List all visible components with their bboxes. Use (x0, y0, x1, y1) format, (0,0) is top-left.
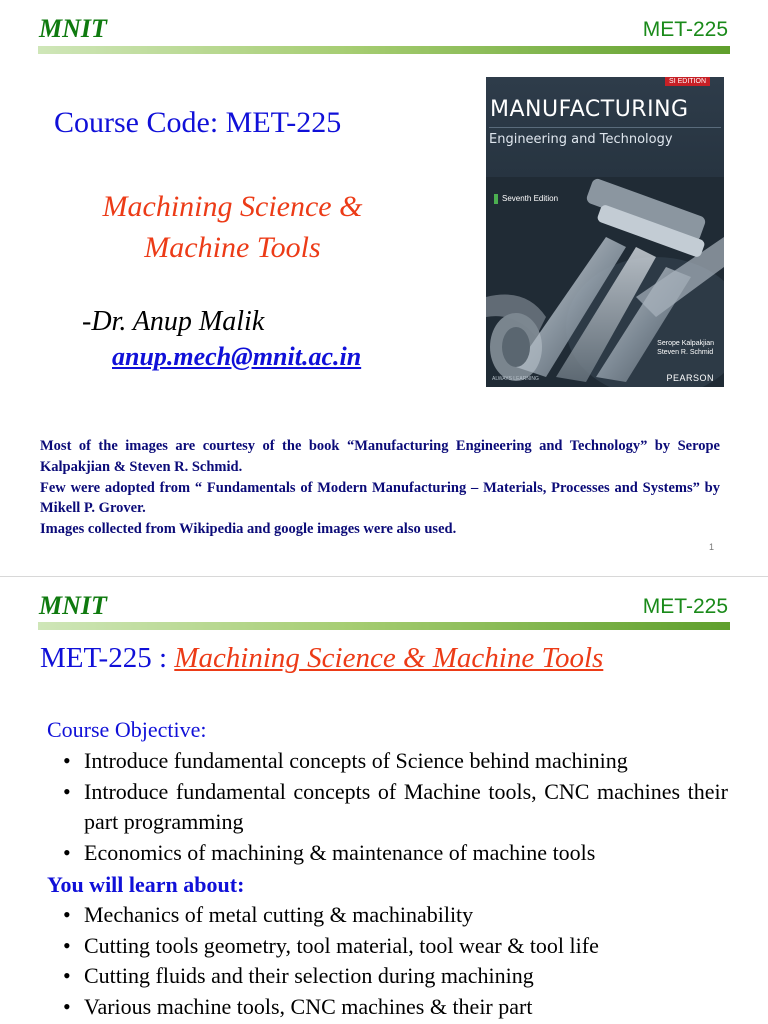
book-edition-tag: SI EDITION (665, 77, 710, 86)
book-title: MANUFACTURING (490, 97, 689, 122)
book-cover-image (486, 77, 724, 387)
book-title-rule (489, 127, 721, 128)
list-item: • Cutting fluids and their selection during machining (62, 961, 728, 992)
course-code: Course Code: MET-225 (54, 106, 342, 139)
book-author-2: Steven R. Schmid (657, 349, 714, 356)
credit-line: Few were adopted from “ Fundamentals of Modern Manufacturing – Materials, Processes and Systems” by Mikell P. Grover. (40, 479, 720, 517)
credit-line: Images collected from Wikipedia and google images were also used. (40, 521, 457, 538)
list-item: • Economics of machining & maintenance of machine tools (62, 838, 728, 869)
book-edition-text: Seventh Edition (502, 194, 559, 204)
image-credits (40, 436, 720, 540)
course-title (60, 186, 405, 268)
slide-title-subject: Machining Science & Machine Tools (174, 642, 604, 674)
edition-marker-icon (494, 194, 498, 204)
list-item: • Introduce fundamental concepts of Science behind machining (62, 746, 728, 777)
slide-title (40, 642, 603, 675)
header-institute-label: MNIT (39, 591, 107, 620)
header-divider-bar (38, 622, 730, 630)
header-course-label: MET-225 (642, 595, 728, 618)
list-item: • Various machine tools, CNC machines & their part (62, 992, 728, 1023)
course-title-line-2: Machine Tools (144, 231, 321, 264)
list-item: • Cutting tools geometry, tool material, tool wear & tool life (62, 931, 728, 962)
book-author-1: Serope Kalpakjian (657, 340, 714, 347)
course-title-line-1: Machining Science & (102, 190, 363, 223)
list-item: • Mechanics of metal cutting & machinability (62, 900, 728, 931)
header-divider-bar (38, 46, 730, 54)
author-name: -Dr. Anup Malik (82, 306, 265, 337)
header-institute-label: MNIT (39, 14, 107, 43)
author-email-link[interactable]: anup.mech@mnit.ac.in (112, 342, 362, 371)
credit-line: Most of the images are courtesy of the book “Manufacturing Engineering and Technology” by Serope Kalpakjian & Steven R. Schmid. (40, 438, 720, 475)
header-course-label: MET-225 (642, 18, 728, 41)
objective-heading: Course Objective: (47, 717, 207, 742)
topics-list (62, 900, 728, 1022)
book-authors (657, 339, 714, 357)
page-number: 1 (708, 542, 714, 552)
book-publisher: PEARSON (666, 373, 714, 383)
book-tagline: ALWAYS LEARNING (492, 376, 539, 382)
objectives-list (62, 746, 728, 868)
book-subtitle: Engineering and Technology (489, 132, 673, 147)
slide-title-code: MET-225 : (40, 642, 175, 674)
list-item: • Introduce fundamental concepts of Machine tools, CNC machines their part programming (62, 777, 728, 838)
book-edition (494, 194, 558, 204)
learn-heading: You will learn about: (47, 872, 245, 897)
